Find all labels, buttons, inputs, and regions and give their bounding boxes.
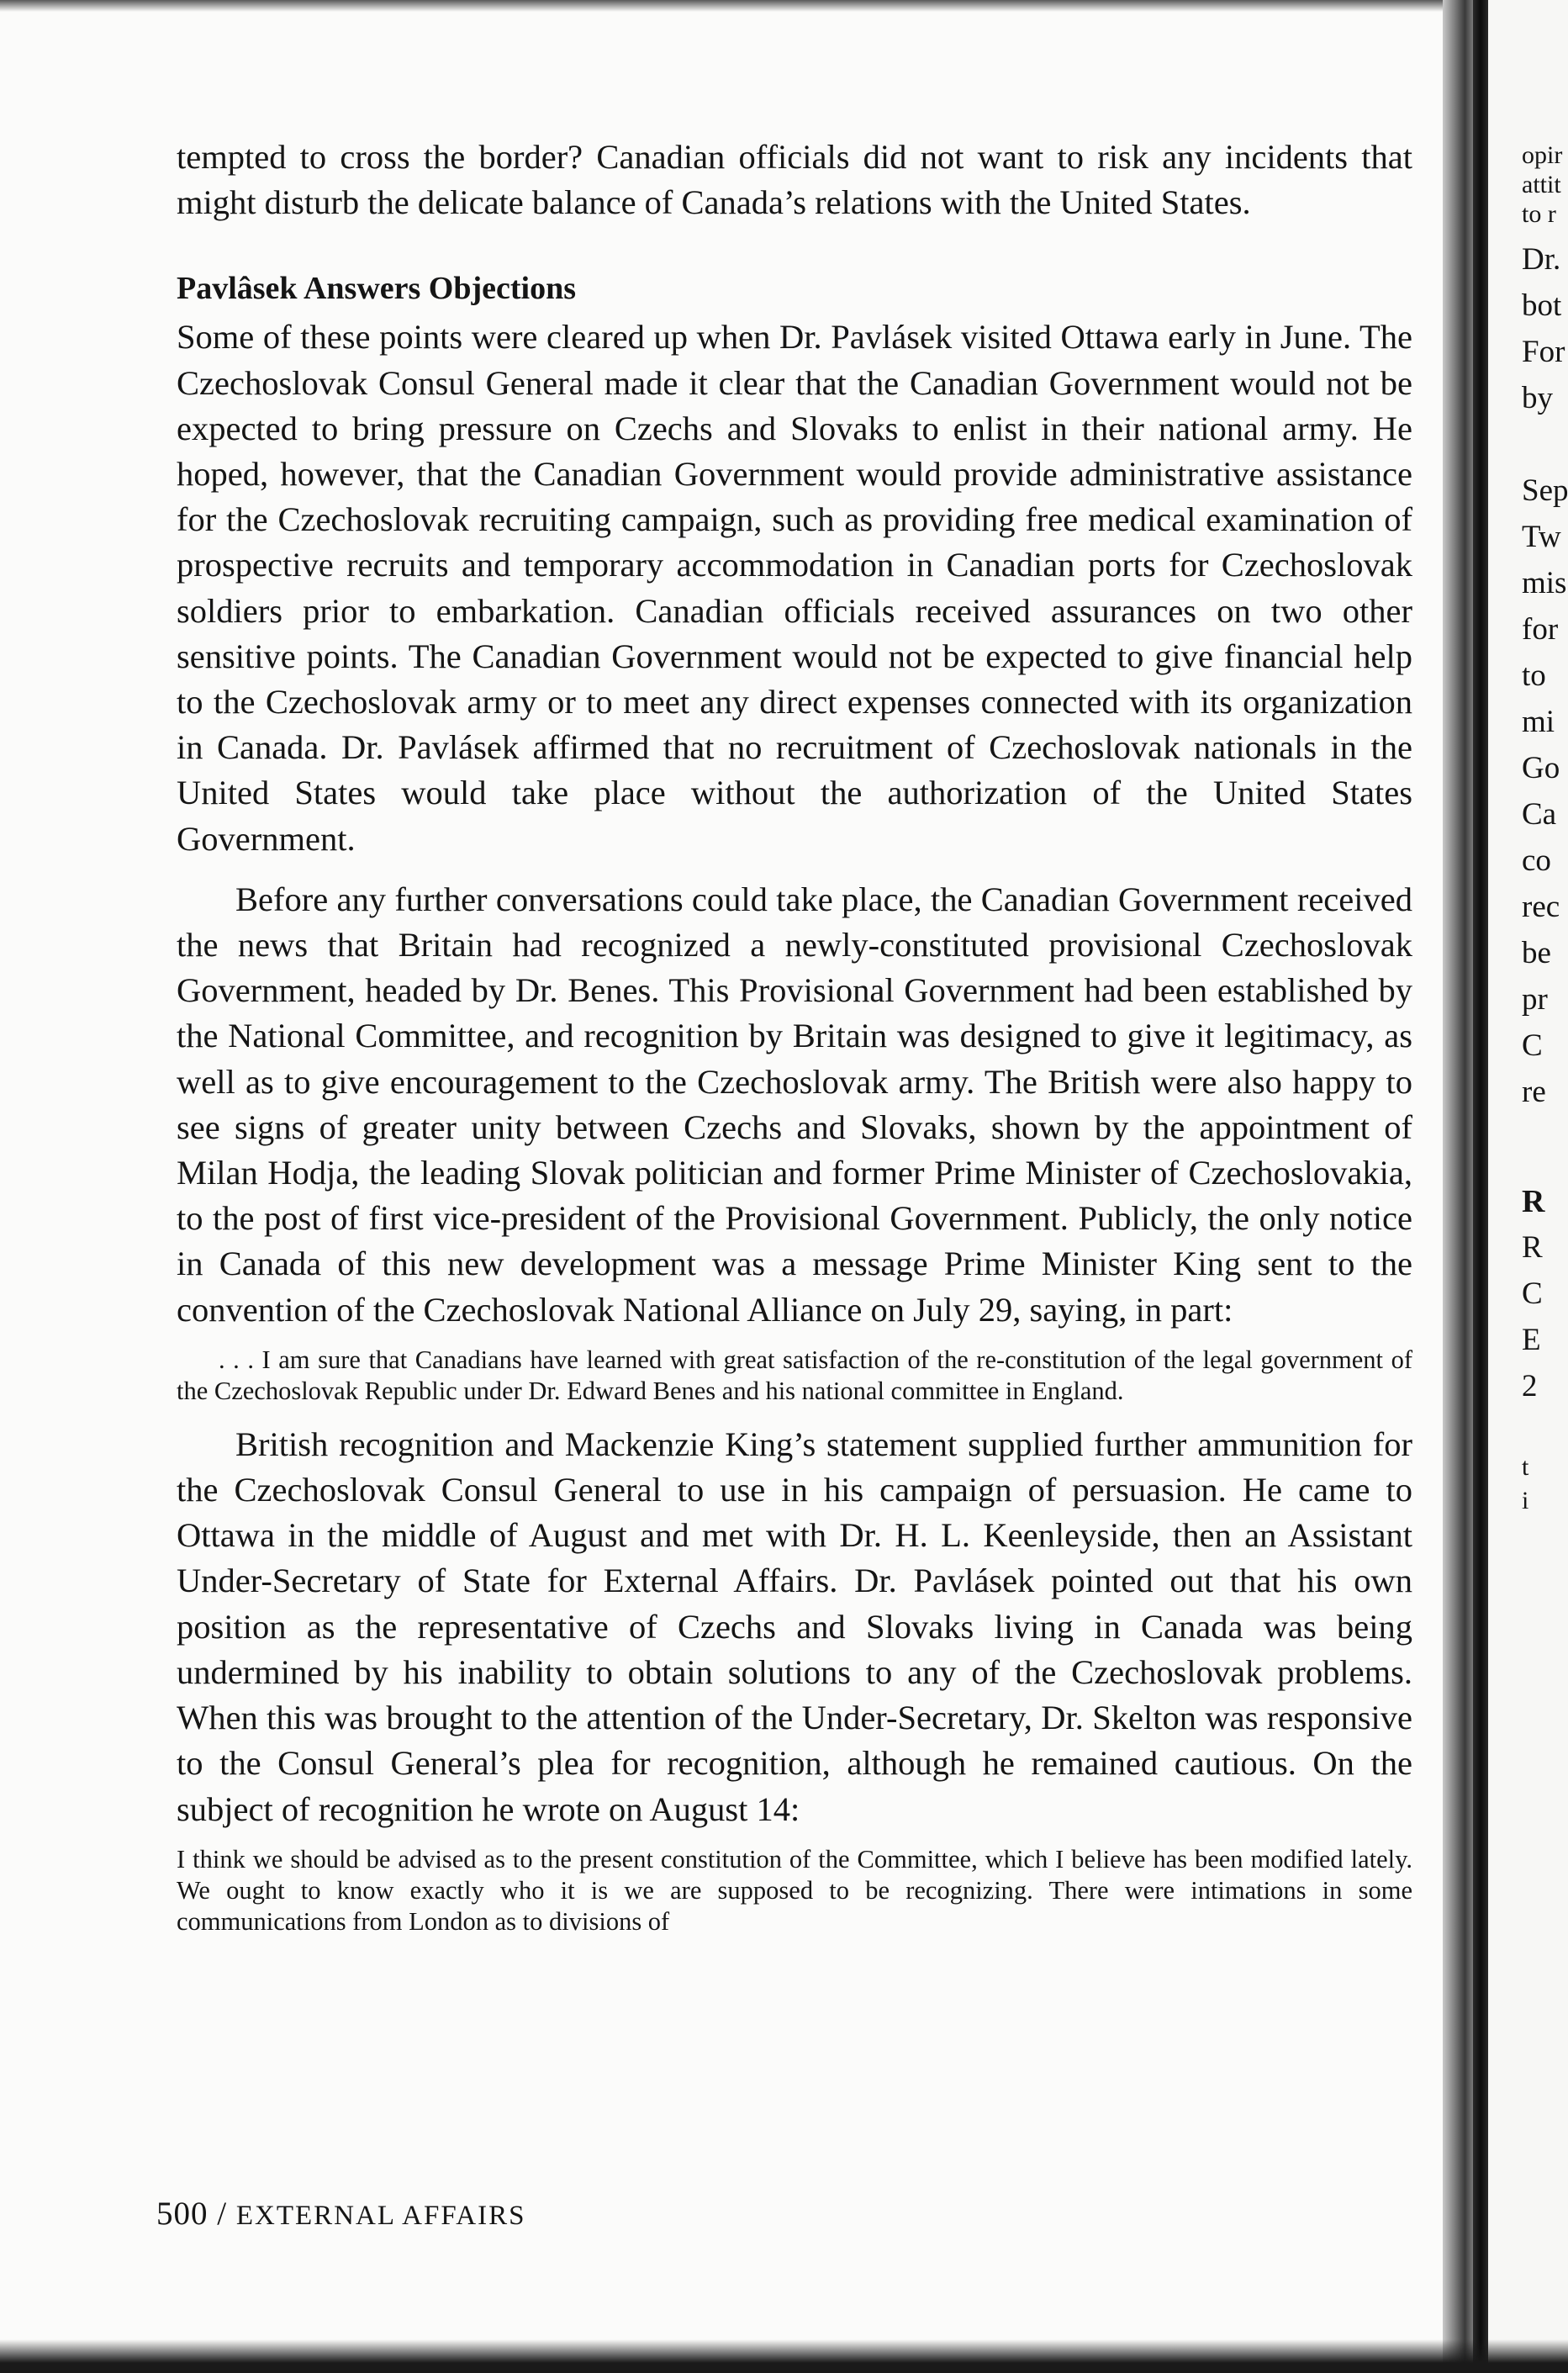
facing-page-fragment: mi <box>1522 705 1555 739</box>
facing-page-fragment: re <box>1522 1075 1546 1109</box>
body-paragraph-3: British recognition and Mackenzie King’s statement supplied further ammunition for the Czechoslovak Consul General to use in his campaign of persuasion. He came to Ottawa in the middle of August and met with Dr. H. L. Keenleyside, then an Assistant Under-Secretary of State for External Affairs. Dr. Pavlásek pointed out that his own position as the representative of Czechs and Slovaks living in Canada was being undermined by his inability to obtain solutions to any of the Czechoslovak problems. When this was brought to the attention of the Under-Secretary, Dr. Skelton was responsive to the Consul General’s plea for recognition, although he remained cautious. On the subject of recognition he wrote on August 14: <box>177 1424 1412 1828</box>
facing-page-fragment: for <box>1522 612 1559 647</box>
facing-page-fragment: For <box>1522 335 1565 369</box>
facing-page-fragment: i <box>1522 1487 1529 1514</box>
scan-bottom-edge <box>0 2339 1568 2373</box>
facing-page-fragment: attit <box>1522 171 1561 198</box>
facing-page-fragment: to <box>1522 658 1546 693</box>
facing-page-fragment: Tw <box>1522 520 1561 554</box>
gutter-shadow <box>1473 0 1488 2373</box>
facing-page-fragment: Sep <box>1522 473 1568 508</box>
facing-page-fragment: Go <box>1522 751 1560 785</box>
facing-page-fragment: R <box>1522 1184 1545 1219</box>
footer-separator: / <box>217 2196 228 2232</box>
facing-page-fragment: E <box>1522 1323 1541 1357</box>
facing-page-fragment: opir <box>1522 141 1563 169</box>
facing-page-fragment: co <box>1522 843 1551 878</box>
facing-page-fragment: Ca <box>1522 797 1557 832</box>
facing-page-fragment: pr <box>1522 982 1548 1017</box>
facing-page-fragment: C <box>1522 1028 1543 1063</box>
facing-page-fragment: t <box>1522 1453 1529 1481</box>
page-number: 500 <box>156 2196 209 2232</box>
facing-page-fragment: C <box>1522 1276 1543 1311</box>
publication-name: EXTERNAL AFFAIRS <box>235 2201 526 2231</box>
facing-page-fragment: 2 <box>1522 1369 1538 1403</box>
facing-page-fragment: mis <box>1522 566 1567 600</box>
facing-page-fragment: rec <box>1522 890 1560 924</box>
page-footer <box>156 2195 525 2233</box>
scan-top-shadow <box>0 0 1454 12</box>
section-heading: Pavlâsek Answers Objections <box>177 271 576 307</box>
body-paragraph-2: Before any further conversations could take place, the Canadian Government received the news that Britain had recognized a newly-constituted provisional Czechoslovak Government, headed by Dr. Benes. This Provisional Government had been established by the National Committee, and recognition by Britain was designed to give it legitimacy, as well as to give encouragement to the Czechoslovak army. The British were also happy to see signs of greater unity between Czechs and Slovaks, shown by the appointment of Milan Hodja, the leading Slovak politician and former Prime Minister of Czechoslovakia, to the post of first vice-president of the Provisional Government. Publicly, the only notice in Canada of this new development was a message Prime Minister King sent to the convention of the Czechoslovak National Alliance on July 29, saying, in part: <box>177 880 1412 1329</box>
facing-page-edge <box>1488 0 1568 2373</box>
body-paragraph-1: Some of these points were cleared up when Dr. Pavlásek visited Ottawa early in June. The Czechoslovak Consul General made it clear that the Canadian Government would not be expected to bring pressure on Czechs and Slovaks to enlist in their national army. He hoped, however, that the Canadian Government would provide administrative assistance for the Czechoslovak recruiting campaign, such as providing free medical examination of prospective recruits and temporary accommodation in Canadian ports for Czechoslovak soldiers prior to embarkation. Canadian officials received assurances on two other sensitive points. The Canadian Government would not be expected to give financial help to the Czechoslovak army or to meet any direct expenses connected with its organization in Canada. Dr. Pavlásek affirmed that no recruitment of Czechoslovak nationals in the United States would take place without the authorization of the United States Government. <box>177 318 1412 858</box>
facing-page-fragment: by <box>1522 381 1553 415</box>
opening-paragraph: tempted to cross the border? Canadian officials did not want to risk any incidents that might disturb the delicate balance of Canada’s relations with the United States. <box>177 138 1412 222</box>
block-quote-skelton: I think we should be advised as to the present constitution of the Committee, which I believe has been modified lately. We ought to know exactly who it is we are supposed to be recognizing. There were intimations in some communications from London as to divisions of <box>177 1844 1412 1936</box>
block-quote-king: . . . I am sure that Canadians have learned with great satisfaction of the re-constitution of the legal government of the Czechoslovak Republic under Dr. Edward Benes and his national committee in England. <box>177 1345 1412 1405</box>
facing-page-fragment: R <box>1522 1230 1543 1265</box>
page-body <box>177 135 1412 1937</box>
facing-page-fragment: Dr. <box>1522 242 1561 277</box>
facing-page-fragment: bot <box>1522 288 1562 323</box>
facing-page-fragment: be <box>1522 936 1551 970</box>
facing-page-fragment: to r <box>1522 200 1556 228</box>
